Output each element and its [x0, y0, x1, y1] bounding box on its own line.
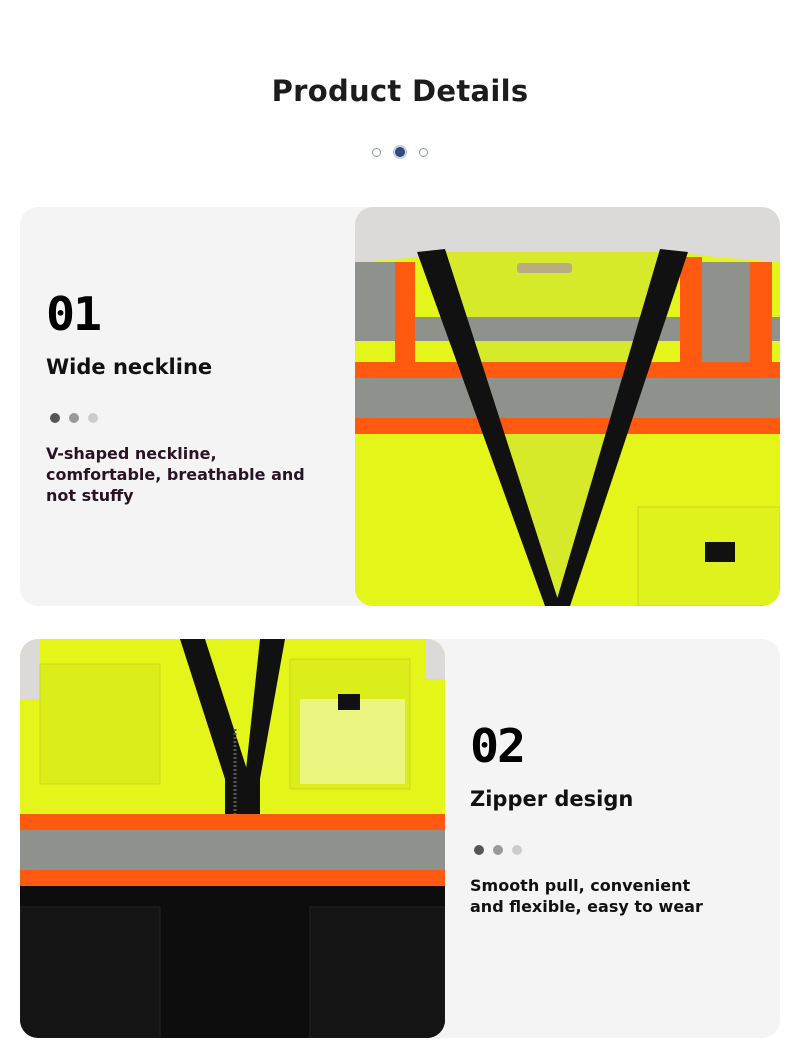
feature-card-neckline [20, 207, 780, 606]
feature-card-zipper [20, 639, 780, 1038]
feature-description: V-shaped neckline, comfortable, breathable and not stuffy [46, 444, 305, 505]
decorative-dots [474, 845, 720, 855]
feature-title: Zipper design [470, 787, 634, 811]
feature-number: 01 [46, 287, 100, 341]
pager-dot[interactable] [419, 148, 428, 157]
page-title: Product Details [271, 74, 529, 108]
pager-dot-active[interactable] [393, 145, 407, 159]
vest-neckline-image [355, 207, 780, 606]
feature-description: Smooth pull, convenient and flexible, easy to wear [470, 876, 703, 916]
feature-number: 02 [470, 719, 524, 773]
vest-zipper-image [20, 639, 445, 1038]
feature-title: Wide neckline [46, 355, 213, 379]
decorative-dots [50, 413, 336, 423]
pager-dot[interactable] [372, 148, 381, 157]
carousel-pager [0, 145, 800, 159]
